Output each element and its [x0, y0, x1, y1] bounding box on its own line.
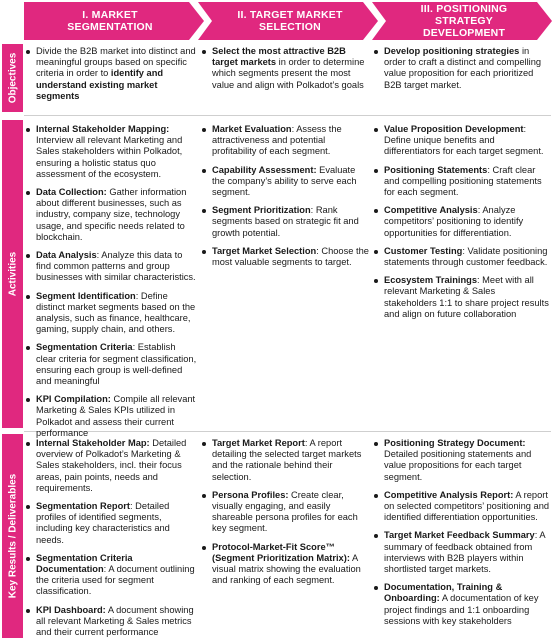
list-item: [202, 205, 370, 239]
bullet-icon: [202, 250, 206, 254]
bullet-icon: [26, 346, 30, 350]
objectives-col-1: [26, 46, 198, 109]
item-text: Evaluate the company’s ability to serve each segment.: [212, 164, 357, 198]
item-title: Internal Stakeholder Mapping:: [36, 124, 170, 134]
item-title: Positioning Strategy Document:: [384, 438, 526, 448]
item-text: A document showing all relevant Marketing & Sales metrics and their current performance: [36, 604, 194, 638]
list-item: [26, 501, 198, 546]
bullet-icon: [202, 169, 206, 173]
row-label-objectives: [2, 44, 23, 112]
list-item: [374, 124, 550, 158]
item-title: Customer Testing: [384, 245, 463, 256]
list-item: [202, 46, 374, 91]
bullet-icon: [26, 557, 30, 561]
item-text: : Craft clear and compelling positioning statements for each segment.: [384, 164, 542, 198]
item-text: Divide the B2B market into distinct and meaningful groups based on specific criteria in order to: [36, 46, 196, 79]
phase-label-2: II. TARGET MARKET SELECTION: [237, 9, 343, 33]
activities-col-3: [374, 124, 550, 327]
item-text: : Choose the most valuable segments to target.: [212, 245, 369, 268]
item-title: Target Market Feedback Summary: [384, 530, 535, 541]
item-text: Gather information about different businesses, such as industry, company size, technology usage, and specific needs related to blockchain.: [36, 187, 187, 242]
bullet-icon: [374, 442, 378, 446]
item-text: : Rank segments based on strategic fit and growth potential.: [212, 205, 359, 238]
list-item: [26, 605, 198, 639]
phase-header-3: [372, 2, 552, 40]
bullet-icon: [202, 494, 206, 498]
row-label-deliverables: [2, 434, 23, 638]
item-text: Interview all relevant Marketing and Sales stakeholders within Polkadot, ensuring a holistic status quo assessment of the ecosystem.: [36, 135, 183, 179]
bullet-icon: [374, 169, 378, 173]
list-item: [26, 553, 198, 598]
list-item: [26, 250, 198, 284]
row-separator-1: [24, 115, 551, 116]
item-title: KPI Compilation:: [36, 394, 111, 405]
list-item: [374, 46, 550, 91]
bullet-icon: [202, 128, 206, 132]
item-text: A report on selected competitors’ positioning and identified differentiation opportunities.: [384, 489, 550, 523]
list-item: [374, 165, 550, 199]
bullet-icon: [202, 442, 206, 446]
list-item: [202, 438, 370, 483]
item-text: : Assess the attractiveness and potential profitability of each segment.: [212, 124, 342, 157]
bullet-icon: [202, 546, 206, 550]
deliverables-col-3: [374, 438, 550, 634]
list-item: [202, 542, 370, 587]
list-item: [374, 246, 550, 268]
item-title: Value Proposition Development: [384, 124, 524, 134]
item-title: Competitive Analysis Report:: [384, 489, 514, 500]
item-text: in order to craft a distinct and compelling value proposition for each prioritized B2B target market.: [384, 46, 542, 90]
item-title: Data Analysis: [36, 250, 97, 261]
item-title: Capability Assessment:: [212, 164, 317, 175]
list-item: [26, 187, 198, 243]
bullet-icon: [26, 128, 30, 132]
item-title: Segmentation Criteria: [36, 342, 133, 353]
phase-label-1: I. MARKET SEGMENTATION: [67, 9, 153, 33]
item-title: Internal Stakeholder Map:: [36, 438, 150, 448]
bullet-icon: [202, 209, 206, 213]
activities-col-2: [202, 124, 370, 275]
list-item: [374, 275, 550, 320]
item-text: : Define distinct market segments based on the analysis, such as finance, healthcare, gaming, supply chain, and others.: [36, 290, 196, 335]
phase-header-1: [24, 2, 204, 40]
phase-label-3: III. POSITIONING STRATEGY DEVELOPMENT: [420, 3, 508, 39]
bullet-icon: [26, 50, 30, 54]
bullet-icon: [26, 191, 30, 195]
item-title: Protocol-Market-Fit Score™ (Segment Prioritization Matrix):: [212, 541, 350, 563]
item-bold-text: identify and understand existing market segments: [36, 68, 164, 101]
deliverables-col-2: [202, 438, 370, 593]
bullet-icon: [374, 534, 378, 538]
item-text: : Establish clear criteria for segment classification, ensuring each group is well-defined and meaningful: [36, 342, 197, 387]
list-item: [202, 165, 370, 199]
list-item: [374, 530, 550, 575]
bullet-icon: [374, 494, 378, 498]
bullet-icon: [374, 209, 378, 213]
bullet-icon: [374, 250, 378, 254]
item-text: : Validate positioning statements through customer feedback.: [384, 245, 548, 268]
bullet-icon: [374, 279, 378, 283]
bullet-icon: [374, 50, 378, 54]
item-text: : Analyze competitors’ positioning to identify opportunities for differentiation.: [384, 205, 524, 238]
item-title: Persona Profiles:: [212, 489, 289, 500]
item-title: Segmentation Criteria Documentation: [36, 552, 133, 575]
item-title: Positioning Statements: [384, 164, 488, 175]
row-label-activities-text: Activities: [7, 251, 18, 297]
list-item: [26, 438, 198, 494]
item-text: A visual matrix showing the evaluation and ranking of each segment.: [212, 552, 361, 586]
list-item: [374, 205, 550, 239]
bullet-icon: [26, 505, 30, 509]
list-item: [374, 438, 550, 483]
list-item: [26, 46, 198, 102]
bullet-icon: [26, 295, 30, 299]
item-text: : A report detailing the selected target markets and the rationale behind their selection.: [212, 438, 362, 482]
item-text: A documentation of key project findings and 1:1 onboarding sessions with key stakeholders: [384, 593, 539, 626]
list-item: [26, 124, 198, 180]
list-item: [26, 291, 198, 336]
item-title: Segment Identification: [36, 290, 136, 301]
item-text: : Define unique benefits and differentiators for each target segment.: [384, 124, 544, 157]
item-text: Create clear, visually engaging, and easily shareable persona profiles for each key segment.: [212, 489, 358, 534]
item-text: : Analyze this data to find common patterns and group businesses with similar characteristics.: [36, 250, 196, 283]
bullet-icon: [202, 50, 206, 54]
objectives-col-3: [374, 46, 550, 98]
bullet-icon: [26, 254, 30, 258]
item-text: : Detailed profiles of identified segments, including key characteristics and needs.: [36, 501, 170, 545]
item-title: Segment Prioritization: [212, 205, 311, 216]
list-item: [374, 490, 550, 524]
item-title: Ecosystem Trainings: [384, 275, 478, 286]
bullet-icon: [26, 442, 30, 446]
item-text: Compile all relevant Marketing & Sales KPIs utilized in Polkadot and assess their current performance: [36, 394, 196, 438]
item-title: Target Market Report: [212, 438, 305, 448]
row-label-deliverables-text: Key Results / Deliverables: [7, 473, 18, 599]
deliverables-col-1: [26, 438, 198, 640]
list-item: [374, 582, 550, 627]
item-title: Segmentation Report: [36, 501, 131, 512]
item-bold-text: Select the most attractive B2B target markets: [212, 46, 346, 68]
list-item: [202, 246, 370, 268]
item-text: Detailed positioning statements and value propositions for each target segment.: [384, 449, 532, 482]
list-item: [202, 490, 370, 535]
bullet-icon: [374, 128, 378, 132]
item-title: Documentation, Training & Onboarding:: [384, 582, 503, 604]
row-label-activities: [2, 120, 23, 428]
row-label-objectives-text: Objectives: [7, 52, 18, 104]
item-title: KPI Dashboard:: [36, 604, 106, 615]
bullet-icon: [26, 398, 30, 402]
item-title: Market Evaluation: [212, 124, 292, 134]
item-text: Detailed overview of Polkadot’s Marketing & Sales stakeholders, incl. their focus areas, pain points, needs and requirements.: [36, 438, 187, 493]
item-text: : A document outlining the criteria used for segment classification.: [36, 564, 195, 597]
list-item: [202, 124, 370, 158]
list-item: [26, 342, 198, 387]
bullet-icon: [374, 586, 378, 590]
phase-header-2: [198, 2, 378, 40]
item-text: : Meet with all relevant Marketing & Sales stakeholders 1:1 to share project results and align on future collaboration: [384, 275, 549, 319]
item-text: in order to determine which segments present the most value and align with Polkadot’s goals: [212, 57, 365, 90]
item-text: : A summary of feedback obtained from interviews with B2B players within shortlisted target markets.: [384, 530, 546, 575]
item-title: Competitive Analysis: [384, 205, 478, 216]
item-bold-text: Develop positioning strategies: [384, 46, 520, 56]
bullet-icon: [26, 609, 30, 613]
list-item: [26, 394, 198, 439]
activities-col-1: [26, 124, 198, 446]
item-title: Target Market Selection: [212, 245, 317, 256]
item-title: Data Collection:: [36, 187, 107, 198]
objectives-col-2: [202, 46, 374, 98]
